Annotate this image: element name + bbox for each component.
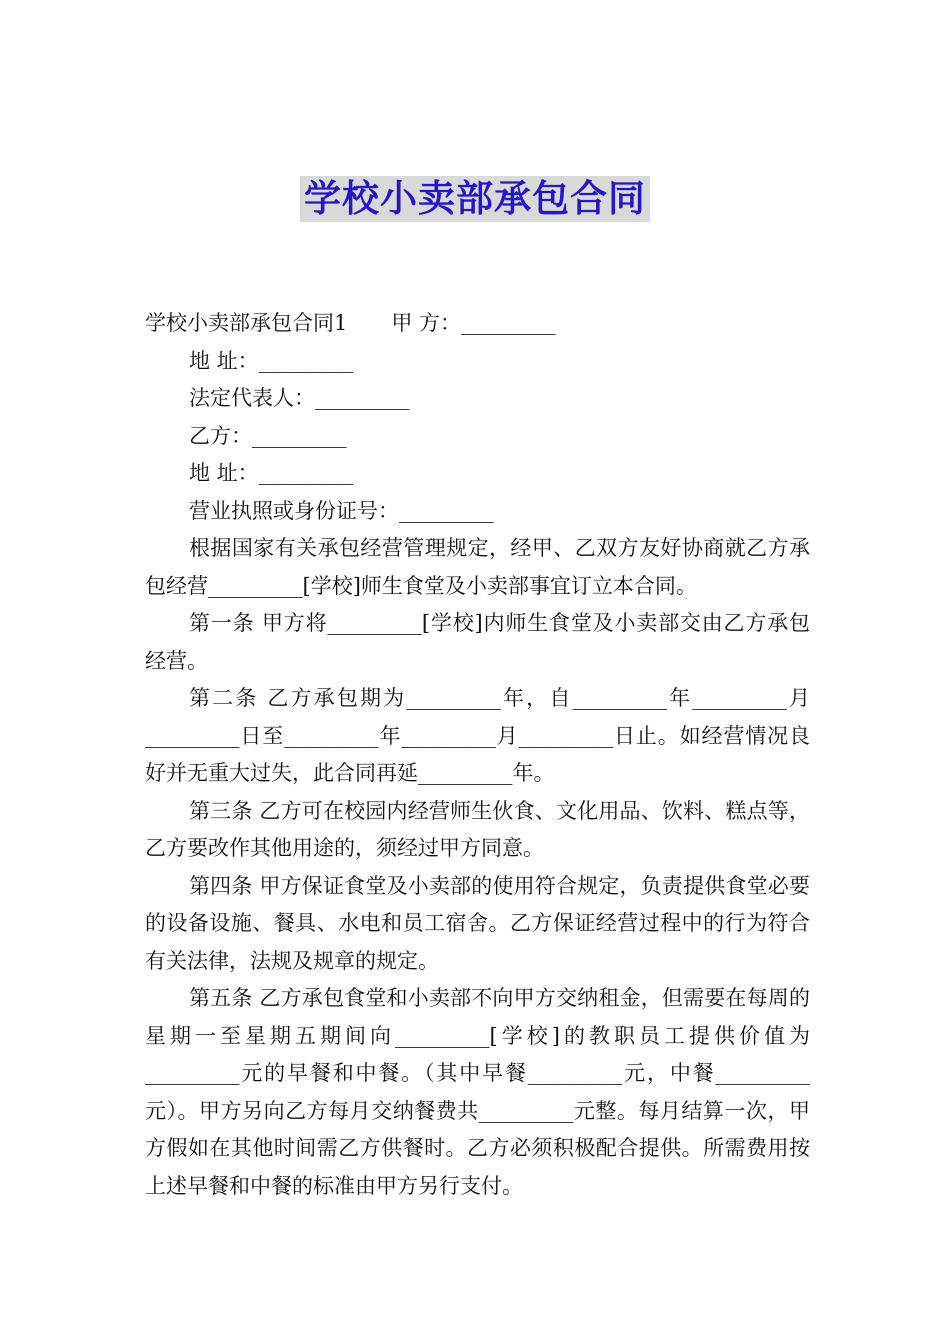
paragraph-article-4: 第四条 甲方保证食堂及小卖部的使用符合规定，负责提供食堂必要的设备设施、餐具、水电和员工宿舍。乙方保证经营过程中的行为符合有关法律，法规及规章的规定。	[145, 873, 810, 973]
field-blank: _________	[252, 423, 347, 448]
field-label: 法定代表人：	[189, 386, 315, 410]
paragraph-article-5: 第五条 乙方承包食堂和小卖部不向甲方交纳租金，但需要在每周的星期一至星期五期间向_________[学校]的教职员工提供价值为_________元的早餐和中餐。（其中早餐_________元，中餐_________元）。甲方另向乙方每月交纳餐费共_________元整。每月结算一次，甲方假如在其他时间需乙方供餐时。乙方必须积极配合提供。所需费用按上述早餐和中餐的标准由甲方另行支付。	[145, 986, 810, 1198]
field-label: 地 址：	[189, 348, 259, 373]
party-a-label: 甲 方：	[391, 311, 462, 335]
paragraph-article-1: 第一条 甲方将_________[学校]内师生食堂及小卖部交由乙方承包经营。	[145, 611, 810, 673]
field-blank: _________	[258, 348, 354, 373]
field-blank: _________	[315, 386, 410, 410]
party-a-blank: _________	[461, 311, 556, 335]
field-legal-rep	[145, 380, 810, 418]
field-label: 营业执照或身份证号：	[189, 498, 399, 523]
header-line	[145, 305, 810, 343]
field-label: 地 址：	[189, 461, 259, 485]
field-label: 乙方：	[189, 423, 252, 448]
field-license-id	[145, 493, 810, 531]
field-blank: _________	[399, 498, 494, 523]
field-party-b	[145, 418, 810, 456]
field-address-a	[145, 343, 810, 381]
title-container	[0, 176, 950, 222]
document-body	[145, 305, 810, 1205]
paragraph-preamble: 根据国家有关承包经营管理规定，经甲、乙双方友好协商就乙方承包经营_________[学校]师生食堂及小卖部事宜订立本合同。	[145, 536, 810, 598]
field-blank: _________	[258, 461, 354, 485]
field-address-b	[145, 455, 810, 493]
document-title: 学校小卖部承包合同	[300, 176, 650, 222]
header-lead: 学校小卖部承包合同1	[145, 311, 348, 335]
paragraph-article-2: 第二条 乙方承包期为_________年，自_________年_________月_________日至_________年_________月_________日止。如经营情况良好并无重大过失，此合同再延_________年。	[145, 686, 810, 785]
paragraph-article-3: 第三条 乙方可在校园内经营师生伙食、文化用品、饮料、糕点等，乙方要改作其他用途的，须经过甲方同意。	[145, 798, 810, 860]
